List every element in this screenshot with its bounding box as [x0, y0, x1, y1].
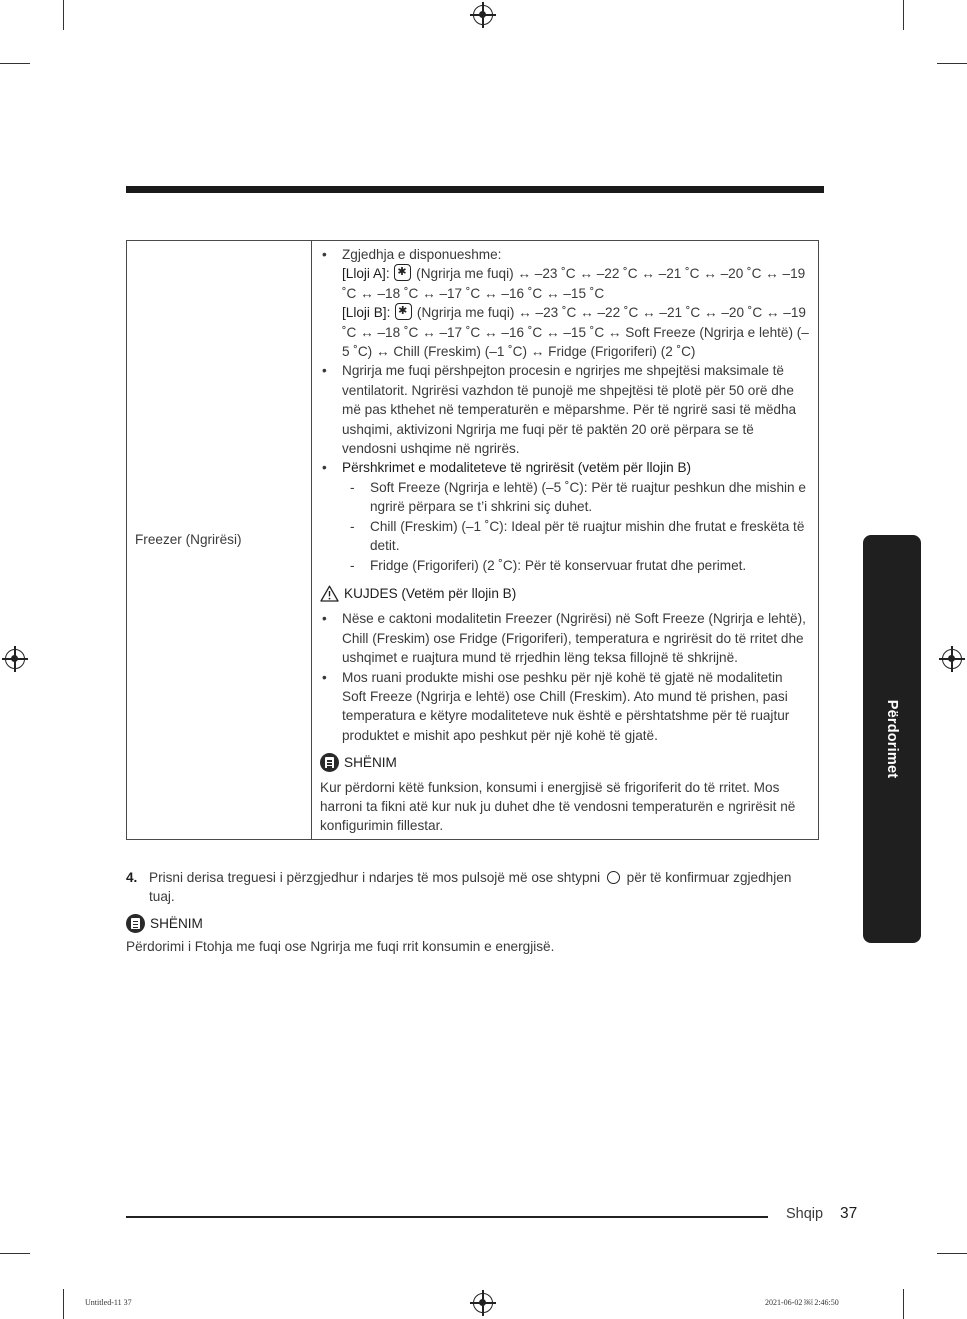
step-text: Prisni derisa treguesi i përzgjedhur i ndarjes të mos pulsojë më ose shtypni	[149, 870, 601, 885]
power-freeze-icon	[394, 264, 411, 281]
print-slug-left: Untitled-11 37	[85, 1298, 132, 1307]
step-text-after: për të konfirmuar zgjedhjen tuaj.	[149, 870, 792, 905]
crop-mark	[903, 0, 904, 30]
print-slug-right: 2021-06-02 ￼ 2:46:50	[765, 1298, 839, 1307]
note-icon	[320, 753, 339, 772]
warning-triangle-icon	[320, 585, 339, 602]
caution-title: KUJDES (Vetëm për llojin B)	[344, 585, 517, 601]
crop-mark	[937, 1253, 967, 1254]
note-title: SHËNIM	[150, 916, 203, 931]
note-icon	[126, 914, 145, 933]
crop-mark	[903, 1289, 904, 1319]
footer-language: Shqip	[786, 1206, 824, 1222]
registration-mark-icon	[5, 649, 25, 669]
caution-list	[320, 609, 810, 745]
list-item: • Mos ruani produkte mishi ose peshku për një kohë të gjatë në modalitetin Soft Freeze (Ngrirja e lehtë) ose Chill (Freskim). Ato mund të prishen, pasi temperatura e këtyre modaliteteve nuk është e përshtatshme për të ruajtur produktet e mishit apo peshkut për një kohë të gjatë.	[320, 668, 810, 746]
note-heading	[320, 753, 810, 772]
list-item	[320, 458, 810, 574]
crop-mark	[63, 1289, 64, 1319]
type-a-options: (Ngrirja me fuqi) ↔ –23 ˚C ↔ –22 ˚C ↔ –21 ˚C ↔ –20 ˚C ↔ –19 ˚C ↔ –18 ˚C ↔ –17 ˚C ↔ –16 ˚C ↔ –15 ˚C	[342, 266, 806, 301]
mode-item: - Fridge (Frigoriferi) (2 ˚C): Për të konservuar frutat dhe perimet.	[342, 556, 810, 575]
page-number: 37	[840, 1205, 858, 1222]
section-rule	[126, 186, 824, 193]
crop-mark	[0, 63, 30, 64]
footer-rule	[126, 1216, 768, 1218]
crop-mark	[63, 0, 64, 30]
type-a-label: [Lloji A]:	[342, 266, 390, 282]
note-text: Kur përdorni këtë funksion, konsumi i energjisë së frigoriferit do të rritet. Mos harroni ta fikni atë kur nuk ju duhet dhe të vendosni temperaturën e ngrirësit në konfigurimin fillestar.	[320, 779, 796, 834]
note-heading	[126, 914, 806, 933]
crop-mark	[0, 1253, 30, 1254]
power-button-icon	[607, 871, 620, 884]
side-tab-label: Përdorimet	[884, 699, 900, 779]
modes-heading: Përshkrimet e modaliteteve të ngrirësit (vetëm për llojin B)	[342, 460, 692, 476]
type-b-label: [Lloji B]:	[342, 305, 391, 321]
note-title: SHËNIM	[344, 755, 397, 771]
mode-item: - Chill (Freskim) (–1 ˚C): Ideal për të ruajtur mishin dhe frutat e freskëta të detit.	[342, 517, 810, 556]
registration-mark-icon	[473, 1293, 493, 1313]
available-intro: Zgjedhja e disponueshme:	[342, 247, 502, 262]
list-item: • Ngrirja me fuqi përshpejton procesin e ngrirjes me shpejtësi maksimale të ventilatorit. Ngrirësi vazhdon të punojë me shpejtësi të plotë për 50 orë dhe më pas kthehet në temperaturën e mëparshme. Për të ngrirë sasi të mëdha ushqimi, aktivizoni Ngrirja me fuqi për të paktën 20 orë përpara se të vendosni ushqime në ngrirës.	[320, 361, 810, 458]
registration-mark-icon	[473, 5, 493, 25]
note-text: Përdorimi i Ftohja me fuqi ose Ngrirja me fuqi rrit konsumin e energjisë.	[126, 939, 555, 955]
crop-mark	[937, 63, 967, 64]
list-item	[320, 245, 810, 361]
row-label: Freezer (Ngrirësi)	[127, 241, 312, 840]
registration-mark-icon	[942, 649, 962, 669]
settings-table	[126, 240, 819, 840]
list-item: • Nëse e caktoni modalitetin Freezer (Ngrirësi) në Soft Freeze (Ngrirja e lehtë), Chill (Freskim) ose Fridge (Frigoriferi), temperatura e ngrirësit do të rritet dhe ushqimet e ruajtura mund të rrjedhin lëng teksa fillojnë të shkrijnë.	[320, 609, 810, 667]
options-list	[320, 245, 810, 575]
power-freeze-icon	[395, 303, 412, 320]
modes-list	[342, 478, 810, 575]
mode-item: - Soft Freeze (Ngrirja e lehtë) (–5 ˚C): Për të ruajtur peshkun dhe mishin e ngrirë përpara se t’i shkrini siç duhet.	[342, 478, 810, 517]
step-4	[126, 868, 806, 907]
note-block	[126, 914, 806, 957]
step-number: 4.	[126, 870, 138, 885]
caution-heading	[320, 584, 810, 603]
type-b-options: (Ngrirja me fuqi) ↔ –23 ˚C ↔ –22 ˚C ↔ –21 ˚C ↔ –20 ˚C ↔ –19 ˚C ↔ –18 ˚C ↔ –17 ˚C ↔ –16 ˚C ↔ –15 ˚C ↔ Soft Freeze (Ngrirja e lehtë) (–5 ˚C) ↔ Chill (Freskim) (–1 ˚C) ↔ Fridge (Frigoriferi) (2 ˚C)	[342, 305, 809, 360]
table-row	[127, 241, 819, 840]
row-content	[312, 241, 819, 840]
section-side-tab	[863, 535, 921, 943]
